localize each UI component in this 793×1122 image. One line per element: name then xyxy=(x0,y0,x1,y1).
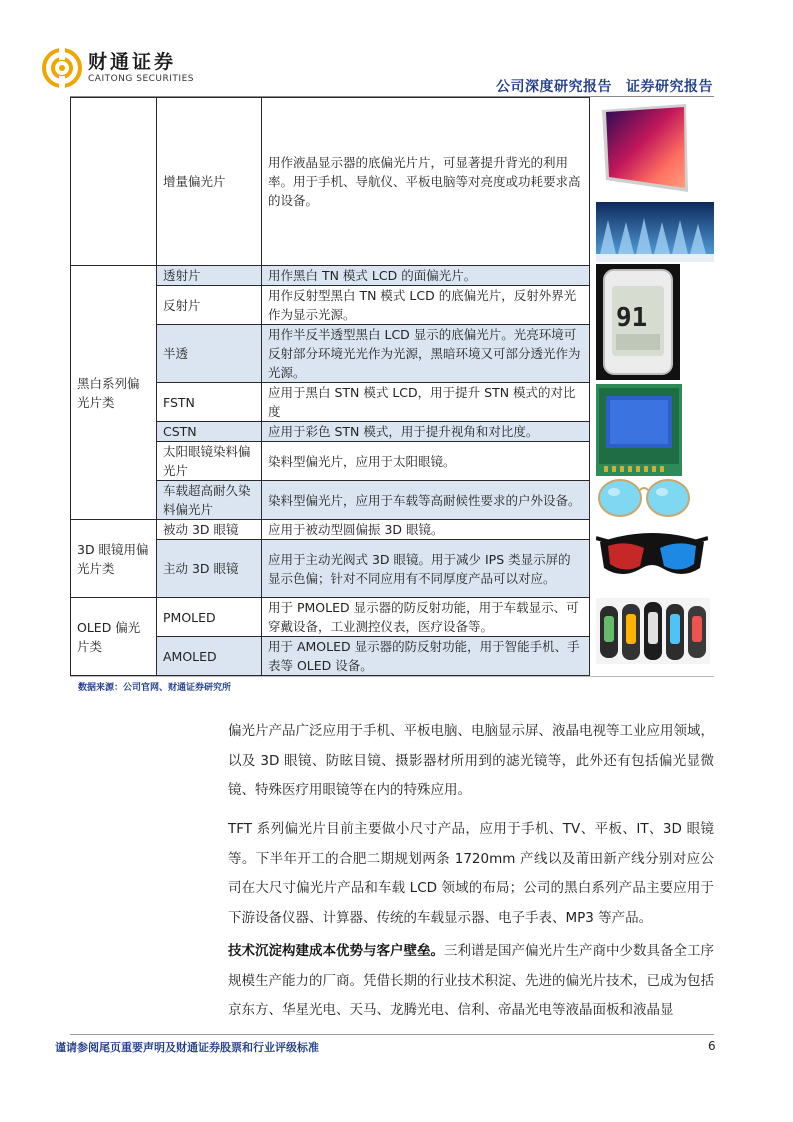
sunglasses-image xyxy=(596,474,692,524)
report-header xyxy=(482,76,713,96)
table-row xyxy=(71,598,590,637)
product-name: 增量偏光片 xyxy=(157,98,262,266)
logo-name-en: CAITONG SECURITIES xyxy=(88,74,194,84)
product-description: 用作反射型黑白 TN 模式 LCD 的底偏光片，反射外界光作为显示光源。 xyxy=(262,286,590,325)
polarizer-product-table xyxy=(70,97,590,676)
logo-icon xyxy=(42,48,82,88)
product-name: PMOLED xyxy=(157,598,262,637)
category-cell: 黑白系列偏光片类 xyxy=(71,266,157,520)
3d-glasses-image xyxy=(596,524,708,590)
product-name: FSTN xyxy=(157,383,262,422)
product-name: 主动 3D 眼镜 xyxy=(157,540,262,598)
report-type: 公司深度研究报告 xyxy=(496,79,612,95)
lcd-panel-image xyxy=(596,100,692,200)
product-description: 用于 PMOLED 显示器的防反射功能，用于车载显示、可穿戴设备，工业测控仪表，医疗设备等。 xyxy=(262,598,590,637)
product-description: 应用于主动光阀式 3D 眼镜。用于减少 IPS 类显示屏的显示色偏；针对不同应用有不同厚度产品可以对应。 xyxy=(262,540,590,598)
product-description: 染料型偏光片，应用于车载等高耐候性要求的户外设备。 xyxy=(262,481,590,520)
table-row xyxy=(71,520,590,540)
product-description: 应用于被动型圆偏振 3D 眼镜。 xyxy=(262,520,590,540)
table-row xyxy=(71,266,590,286)
product-description: 用于 AMOLED 显示器的防反射功能，用于智能手机、手表等 OLED 设备。 xyxy=(262,637,590,676)
report-category: 证券研究报告 xyxy=(626,79,713,95)
paragraph-heading: 技术沉淀构建成本优势与客户壁垒。 xyxy=(228,943,444,959)
paragraph-text: 三利谱是国产偏光片生产商中少数具备全工序规模生产能力的厂商。凭借长期的行业技术积淀、先进的偏光片技术，已成为包括京东方、华星光电、天马、龙腾光电、信利、帝晶光电等液晶面板和液晶显 xyxy=(228,943,714,1018)
paragraph-product-lines: TFT 系列偏光片目前主要做小尺寸产品，应用于手机、TV、平板、IT、3D 眼镜等。下半年开工的合肥二期规划两条 1720mm 产线以及莆田新产线分别对应公司在大尺寸偏光片产品和车载 LCD 领域的布局；公司的黑白系列产品主要应用于下游设备仪器、计算器、传统的车载显示器、电子手表、MP3 等产品。 xyxy=(228,821,714,926)
product-description: 用作液晶显示器的底偏光片片，可显著提升背光的利用率。用于手机、导航仪、平板电脑等对亮度或功耗要求高的设备。 xyxy=(262,98,590,266)
stn-lcd-module-image xyxy=(596,384,682,480)
footer-disclaimer: 谨请参阅尾页重要声明及财通证券股票和行业评级标准 xyxy=(55,1041,319,1054)
product-name: AMOLED xyxy=(157,637,262,676)
polarizer-film-image xyxy=(596,202,714,266)
table-source: 数据来源：公司官网、财通证券研究所 xyxy=(78,683,232,693)
product-description: 应用于彩色 STN 模式，用于提升视角和对比度。 xyxy=(262,422,590,442)
company-logo xyxy=(42,48,194,88)
source-divider xyxy=(70,676,714,677)
product-name: 被动 3D 眼镜 xyxy=(157,520,262,540)
clock-digits: 91 xyxy=(616,303,648,333)
product-description: 染料型偏光片，应用于太阳眼镜。 xyxy=(262,442,590,481)
table-row xyxy=(71,98,590,266)
footer-divider xyxy=(70,1034,714,1035)
product-description: 用作黑白 TN 模式 LCD 的面偏光片。 xyxy=(262,266,590,286)
paragraph-technology xyxy=(228,937,714,1026)
product-description: 用作半反半透型黑白 LCD 显示的底偏光片。光亮环境可反射部分环境光光作为光源，黑暗环境又可部分透光作为光源。 xyxy=(262,325,590,383)
product-name: 半透 xyxy=(157,325,262,383)
page-number: 6 xyxy=(708,1039,716,1053)
category-cell: 3D 眼镜用偏光片类 xyxy=(71,520,157,598)
product-description: 应用于黑白 STN 模式 LCD，用于提升 STN 模式的对比度 xyxy=(262,383,590,422)
lcd-clock-image xyxy=(596,264,680,384)
product-name: 反射片 xyxy=(157,286,262,325)
product-name: 车载超高耐久染料偏光片 xyxy=(157,481,262,520)
category-cell: OLED 偏光片类 xyxy=(71,598,157,676)
product-name: CSTN xyxy=(157,422,262,442)
paragraph-applications: 偏光片产品广泛应用于手机、平板电脑、电脑显示屏、液晶电视等工业应用领域，以及 3D 眼镜、防眩目镜、摄影器材所用到的滤光镜等，此外还有包括偏光显微镜、特殊医疗用眼镜等在内的特殊应用。 xyxy=(228,723,714,798)
product-name: 太阳眼镜染料偏光片 xyxy=(157,442,262,481)
product-name: 透射片 xyxy=(157,266,262,286)
category-cell xyxy=(71,98,157,266)
smart-bands-image xyxy=(596,598,710,668)
logo-name-cn: 财通证券 xyxy=(88,51,177,73)
